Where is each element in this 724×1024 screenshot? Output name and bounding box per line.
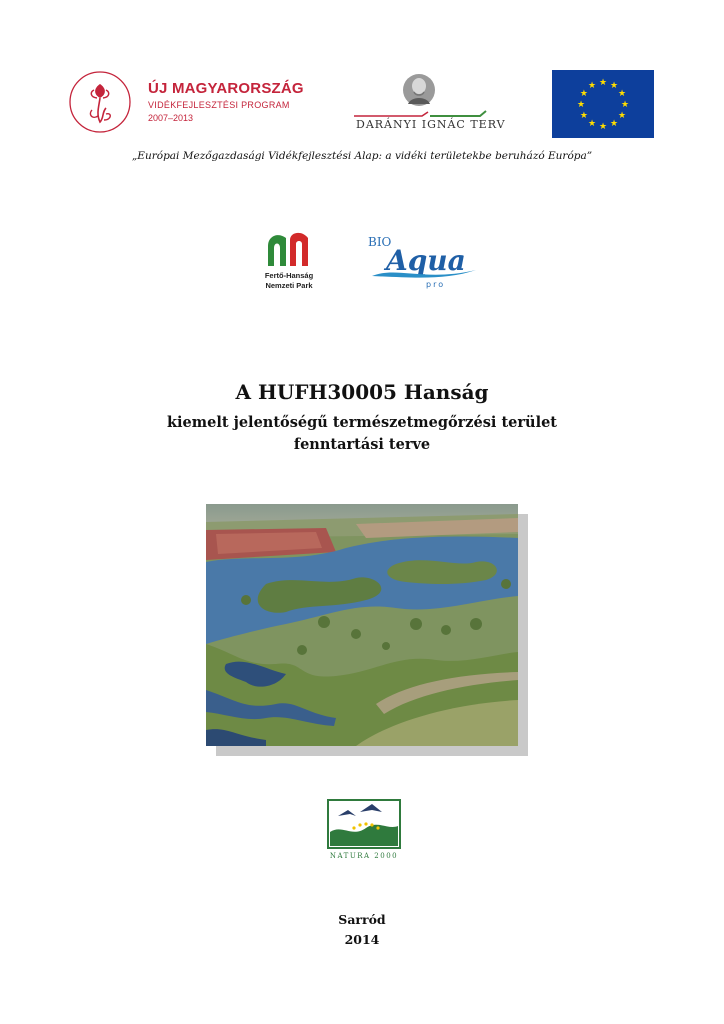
wetland-aerial-photo [206,504,518,746]
eu-star-icon: ★ [618,89,627,99]
document-title: A HUFH30005 Hanság [235,380,489,404]
eu-star-icon: ★ [579,111,588,121]
document-subtitle-2: fenntartási terve [293,436,431,453]
eu-star-icon: ★ [598,78,608,88]
eu-star-icon: ★ [598,122,608,132]
bioaqua-pro: pro [426,280,446,289]
bioaqua-bio: BIO [368,235,392,249]
ferto-hansag-np-logo [254,230,324,296]
place: Sarród [338,912,386,927]
portrait-icon [402,72,436,112]
fhnp-line1: Fertő-Hanság [264,271,314,280]
funding-motto: „Európai Mezőgazdasági Vidékfejlesztési Alap: a vidéki területekbe beruházó Európa” [131,150,593,162]
national-park-arch-icon [264,230,314,268]
umvp-subtitle: VIDÉKFEJLESZTÉSI PROGRAM [148,100,290,110]
fhnp-line2: Nemzeti Park [265,281,313,290]
rose-emblem-icon [68,70,132,134]
eu-star-icon: ★ [579,89,588,99]
eu-star-icon: ★ [587,119,597,130]
eu-star-icon: ★ [587,80,597,91]
document-subtitle-1: kiemelt jelentőségű természetmegőrzési terület [166,414,558,431]
eu-star-icon: ★ [576,100,586,110]
tricolor-ribbon-icon [352,110,502,118]
eu-star-icon: ★ [620,100,630,110]
eu-star-icon: ★ [618,111,627,121]
natura-2000-logo [326,798,402,860]
eu-star-icon: ★ [609,80,619,91]
umvp-title: ÚJ MAGYARORSZÁG [148,80,304,97]
umvp-years: 2007–2013 [148,113,194,123]
bioaqua-aqua: Aqua [386,244,466,277]
uj-magyarorszag-logo [68,70,318,140]
daranyi-ignac-terv-logo [352,72,506,140]
daranyi-name: DARÁNYI IGNÁC TERV [356,118,506,131]
eu-flag-icon [552,70,654,138]
bioaqua-pro-logo [366,232,481,290]
natura-text: NATURA 2000 [329,852,399,860]
eu-star-icon: ★ [609,119,619,130]
year: 2014 [344,932,380,947]
